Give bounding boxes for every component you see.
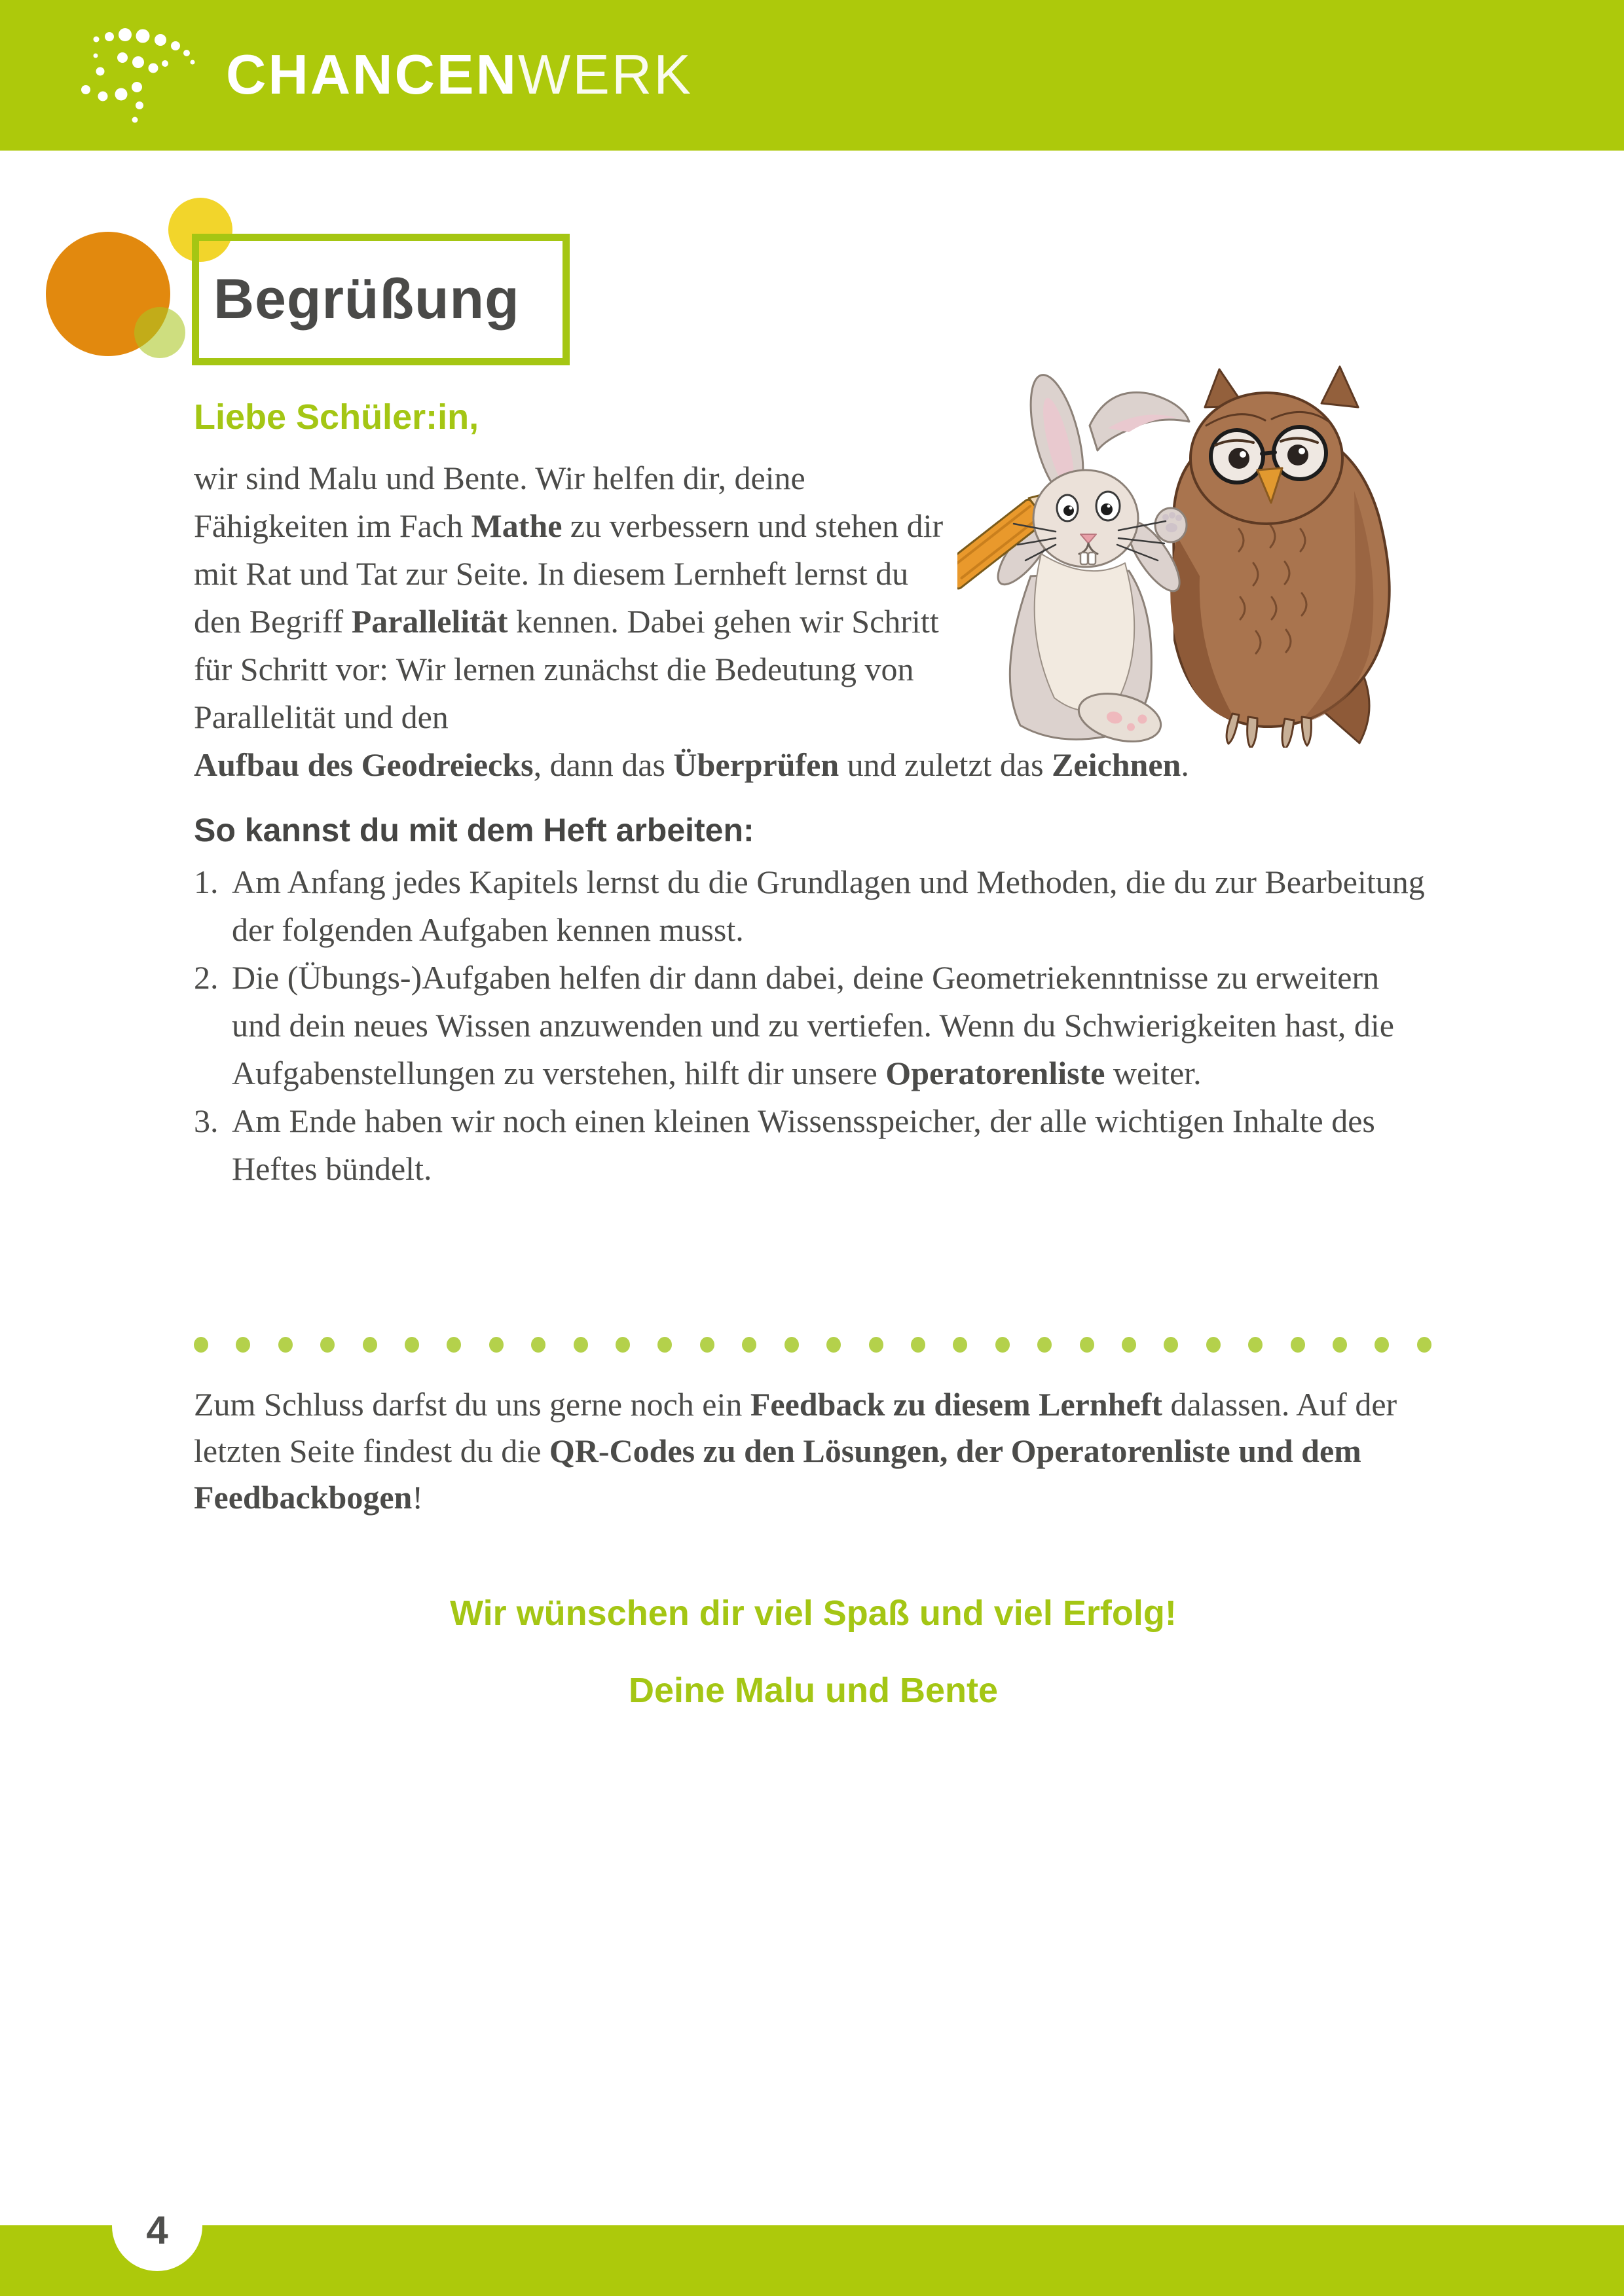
divider-dot [700,1337,714,1353]
divider-dot [574,1337,588,1353]
divider-dot [531,1337,545,1353]
brand-wordmark [226,33,693,118]
divider-dot [995,1337,1010,1353]
list-item-text: Am Anfang jedes Kapitels lernst du die Grundlagen und Methoden, die du zur Bearbeitung der folgenden Aufgaben kennen musst. [232,864,1425,948]
intro-paragraph-part1: wir sind Malu und Bente. Wir helfen dir, deine Fähigkeiten im Fach Mathe zu verbessern und stehen dir mit Rat und Tat zur Seite. In diesem Lernheft lernst du den Begriff Parallelität kennen. Dabei gehen wir Schritt für Schritt vor: Wir lernen zunächst die Bedeutung von Parallelität und den [194,460,944,735]
divider-dot [869,1337,883,1353]
list-item-number: 1. [194,864,219,900]
closing-paragraph: Zum Schluss darfst du uns gerne noch ein Feedback zu diesem Lernheft dalassen. Auf der letzten Seite findest du die QR-Codes zu den Lösungen, der Operatorenliste und dem Feedbackbogen! [194,1386,1397,1516]
salutation-heading: Liebe Schüler:in, [194,397,479,437]
decor-circle-lightgreen [134,307,185,358]
divider-dot [953,1337,967,1353]
divider-dot [405,1337,419,1353]
brand-wordmark-bold: CHANCEN [226,44,518,106]
divider-dot [447,1337,461,1353]
intro-paragraph-part2: Aufbau des Geodreiecks, dann das Überprüfen und zuletzt das Zeichnen. [194,746,1189,783]
list-item-text: Die (Übungs-)Aufgaben helfen dir dann dabei, deine Geometriekenntnisse zu erweitern und dein neues Wissen anzuwenden und zu vertiefen. Wenn du Schwierigkeiten hast, die Aufgabenstellungen zu verstehen, hilft dir unsere Operatorenliste weiter. [232,959,1394,1091]
divider-dot [1333,1337,1347,1353]
divider-dot [826,1337,841,1353]
list-item-number: 2. [194,959,219,996]
divider-dot [1375,1337,1389,1353]
chancenwerk-logo-icon [62,16,200,131]
list-item [194,1097,1433,1193]
divider-dot [616,1337,630,1353]
owl-illustration [1170,367,1389,748]
brand-wordmark-light: WERK [518,44,693,106]
page-number: 4 [146,2208,168,2252]
list-item [194,858,1433,954]
divider-dot [1206,1337,1221,1353]
page-title: Begrüßung [213,268,520,331]
rabbit-illustration [957,370,1189,748]
wish-line: Wir wünschen dir viel Spaß und viel Erfolg! [450,1594,1177,1633]
footer-bar [0,2225,1624,2296]
list-item-number: 3. [194,1102,219,1139]
lower-content [194,1337,1433,1711]
divider-dot [657,1337,672,1353]
divider-dot [363,1337,377,1353]
mascots-illustration [957,360,1411,748]
list-item-text: Am Ende haben wir noch einen kleinen Wissensspeicher, der alle wichtigen Inhalte des Heftes bündelt. [232,1102,1375,1187]
divider-dot [194,1337,208,1353]
divider-dot [1291,1337,1305,1353]
how-to-heading: So kannst du mit dem Heft arbeiten: [194,812,754,848]
how-to-list [194,858,1433,1193]
divider-dot [236,1337,250,1353]
divider-dot [1417,1337,1431,1353]
signature-line: Deine Malu und Bente [628,1671,999,1710]
dotted-divider [194,1337,1431,1353]
divider-dot [278,1337,293,1353]
divider-dot [1037,1337,1052,1353]
divider-dot [489,1337,504,1353]
divider-dot [911,1337,925,1353]
header-bar [0,0,1624,151]
divider-dot [320,1337,335,1353]
divider-dot [742,1337,756,1353]
divider-dot [784,1337,799,1353]
divider-dot [1248,1337,1263,1353]
chapter-title-box [192,234,570,365]
divider-dot [1164,1337,1178,1353]
divider-dot [1080,1337,1094,1353]
list-item [194,954,1433,1097]
divider-dot [1122,1337,1136,1353]
